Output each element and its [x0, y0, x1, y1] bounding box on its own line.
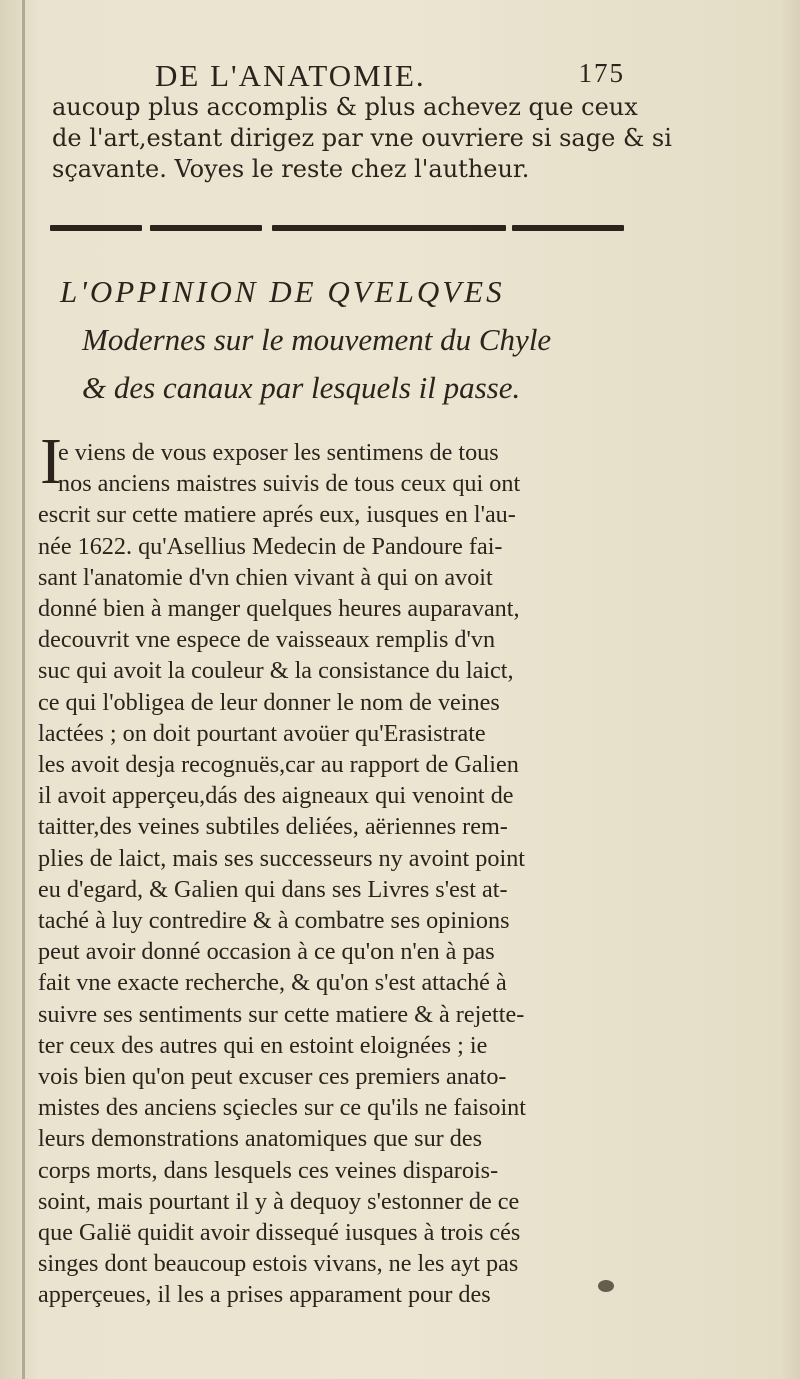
text-line: ter ceux des autres qui en estoint eloignées ; ie — [38, 1031, 488, 1059]
page-number: 175 — [578, 58, 625, 88]
text-line: leurs demonstrations anatomiques que sur des — [38, 1125, 483, 1153]
text-line: decouvrit vne espece de vaisseaux remplis d'vn — [38, 626, 496, 654]
text-line: e viens de vous exposer les sentimens de tous — [58, 439, 499, 466]
text-line: de l'art,estant dirigez par vne ouvriere si sage & si — [52, 124, 672, 152]
text-line: taitter,des veines subtiles deliées, aëriennes rem- — [38, 813, 508, 841]
text-line: suc qui avoit la couleur & la consistance du laict, — [38, 657, 514, 685]
drop-cap: I — [40, 425, 62, 498]
text-line: fait vne exacte recherche, & qu'on s'est attaché à — [38, 969, 507, 997]
body-text — [38, 437, 618, 1311]
heading-line: Modernes sur le mouvement du Chyle — [82, 322, 552, 357]
text-line: sant l'anatomie d'vn chien vivant à qui on avoit — [38, 563, 493, 591]
text-line: escrit sur cette matiere aprés eux, iusques en l'au- — [38, 501, 516, 529]
text-line: mistes des anciens sçiecles sur ce qu'ils ne faisoint — [38, 1094, 526, 1122]
text-line: soint, mais pourtant il y à dequoy s'estonner de ce — [38, 1187, 520, 1215]
text-line: que Galië quidit avoir dissequé iusques à trois cés — [38, 1219, 521, 1247]
section-heading — [60, 268, 640, 412]
text-line: sçavante. Voyes le reste chez l'autheur. — [52, 155, 530, 183]
text-line: vois bien qu'on peut excuser ces premiers anato- — [38, 1063, 507, 1091]
continuation-text — [52, 92, 672, 185]
heading-line: & des canaux par lesquels il passe. — [82, 370, 521, 405]
binding-gutter — [22, 0, 25, 1379]
text-line: aucoup plus accomplis & plus achevez que ceux — [52, 93, 638, 121]
text-line: singes dont beaucoup estois vivans, ne les ayt pas — [38, 1250, 519, 1278]
text-line: plies de laict, mais ses successeurs ny avoint point — [38, 844, 526, 872]
text-line: il avoit apperçeu,dás des aigneaux qui venoint de — [38, 782, 514, 810]
text-line: apperçeues, il les a prises apparament pour des — [38, 1281, 491, 1309]
ornamental-rule — [50, 222, 626, 234]
text-line: suivre ses sentiments sur cette matiere & à rejette- — [38, 1000, 525, 1028]
text-line: nos anciens maistres suivis de tous ceux qui ont — [58, 470, 521, 498]
running-head-title: DE L'ANATOMIE. — [155, 58, 426, 93]
ink-smudge — [598, 1280, 614, 1292]
text-line: taché à luy contredire & à combatre ses opinions — [38, 907, 510, 935]
text-line: peut avoir donné occasion à ce qu'on n'en à pas — [38, 938, 495, 966]
text-line: ce qui l'obligea de leur donner le nom de veines — [38, 688, 500, 716]
text-line: née 1622. qu'Asellius Medecin de Pandoure fai- — [38, 532, 503, 560]
text-line: les avoit desja recognuës,car au rapport de Galien — [38, 751, 519, 779]
text-line: corps morts, dans lesquels ces veines disparois- — [38, 1156, 499, 1184]
text-line: donné bien à manger quelques heures auparavant, — [38, 595, 520, 623]
text-line: eu d'egard, & Galien qui dans ses Livres s'est at- — [38, 875, 508, 903]
text-line: lactées ; on doit pourtant avoüer qu'Erasistrate — [38, 719, 486, 747]
heading-line: L'OPPINION DE QVELQVES — [60, 274, 505, 309]
